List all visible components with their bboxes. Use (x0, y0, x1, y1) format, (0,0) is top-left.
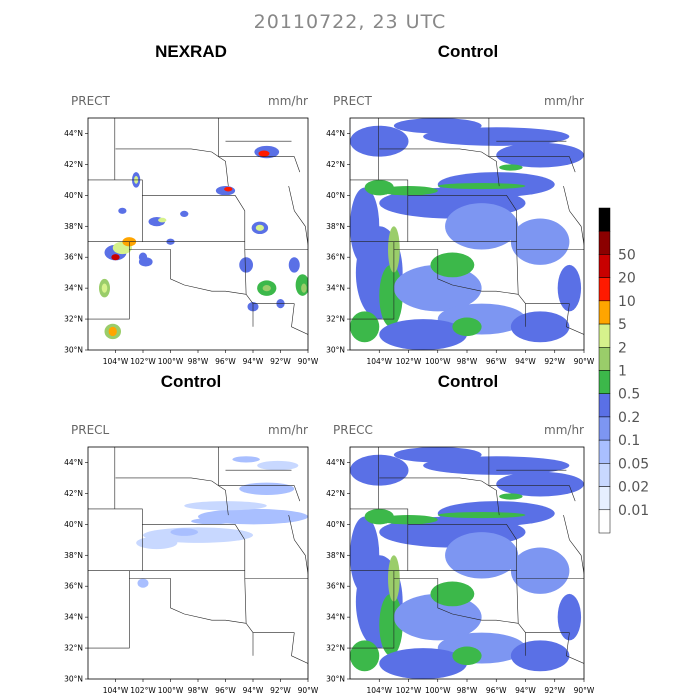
lon-tick-label: 94°W (515, 357, 536, 366)
lon-tick-label: 104°W (102, 357, 129, 366)
lat-tick-label: 38°N (326, 221, 345, 231)
precip-cell (350, 455, 409, 486)
lon-tick-label: 94°W (515, 686, 536, 695)
precip-cell (496, 472, 584, 497)
figure-title: 20110722, 23 UTC (253, 11, 447, 33)
colorbar-swatch (599, 417, 610, 440)
colorbar-swatch (599, 301, 610, 324)
lon-tick-label: 102°W (130, 686, 156, 695)
precip-cell (445, 203, 518, 249)
lon-tick-label: 90°W (573, 686, 595, 695)
precip-cell (171, 528, 199, 536)
map-panel-2 (306, 42, 595, 366)
precip-cell (259, 150, 270, 156)
lat-tick-label: 42°N (64, 159, 83, 169)
lon-tick-label: 90°W (573, 357, 595, 366)
lon-tick-label: 100°W (157, 686, 184, 695)
precip-cell (430, 253, 474, 278)
precip-cell (257, 461, 298, 470)
precip-cell (118, 208, 126, 214)
colorbar-swatch (599, 510, 610, 533)
lat-tick-label: 34°N (326, 283, 345, 293)
lon-tick-label: 96°W (215, 686, 236, 695)
lon-tick-label: 102°W (130, 357, 156, 366)
colorbar-label: 0.2 (618, 409, 641, 426)
precip-cell (191, 518, 232, 524)
panel-title: Control (437, 42, 499, 61)
panel-title: Control (160, 372, 222, 391)
lat-tick-label: 38°N (64, 221, 83, 231)
precip-cell (511, 640, 570, 671)
precip-cell (256, 225, 264, 231)
lon-tick-label: 90°W (297, 357, 319, 366)
lon-tick-label: 98°W (456, 686, 478, 695)
panel-title: Control (437, 372, 499, 391)
colorbar-label: 50 (618, 247, 636, 264)
lat-tick-label: 42°N (326, 159, 345, 169)
precip-cell (350, 517, 379, 594)
colorbar-swatch (599, 347, 610, 370)
lat-tick-label: 40°N (64, 519, 83, 529)
lon-tick-label: 92°W (544, 357, 566, 366)
colorbar-label: 0.02 (618, 479, 650, 496)
lat-tick-label: 42°N (326, 488, 345, 498)
lon-tick-label: 92°W (544, 686, 566, 695)
precip-cell (232, 456, 260, 462)
lat-tick-label: 42°N (64, 488, 83, 498)
precip-cell (394, 118, 482, 133)
lat-tick-label: 34°N (64, 283, 83, 293)
colorbar-label: 0.01 (618, 502, 650, 519)
panel-units-label: mm/hr (268, 94, 308, 108)
lat-tick-label: 38°N (64, 550, 83, 560)
lon-tick-label: 92°W (270, 686, 291, 695)
precip-cell (184, 501, 267, 510)
precip-cell (138, 578, 149, 587)
lat-tick-label: 30°N (64, 674, 83, 684)
precip-cell (365, 509, 394, 524)
lon-tick-label: 92°W (270, 357, 291, 366)
lat-tick-label: 36°N (64, 581, 83, 591)
precip-cell (499, 164, 522, 170)
lat-tick-label: 32°N (326, 643, 345, 653)
lat-tick-label: 34°N (64, 612, 83, 622)
colorbar (599, 208, 649, 533)
lon-tick-label: 102°W (395, 686, 422, 695)
panel-variable-label: PRECC (333, 423, 373, 437)
precip-cell (511, 219, 570, 265)
precip-cell (158, 218, 166, 223)
lon-tick-label: 96°W (215, 357, 236, 366)
colorbar-swatch (599, 278, 610, 301)
lat-tick-label: 36°N (326, 252, 345, 262)
lat-tick-label: 40°N (326, 519, 345, 529)
panel-units-label: mm/hr (544, 94, 584, 108)
map-panel-1 (47, 42, 319, 366)
lat-tick-label: 30°N (326, 674, 345, 684)
lon-tick-label: 98°W (187, 686, 209, 695)
colorbar-swatch (599, 487, 610, 510)
lon-tick-label: 98°W (456, 357, 478, 366)
precip-cell (239, 257, 253, 272)
lat-tick-label: 40°N (64, 190, 83, 200)
panel-variable-label: PRECT (333, 94, 372, 108)
precip-cell (180, 211, 188, 217)
lon-tick-label: 90°W (297, 686, 319, 695)
colorbar-swatch (599, 208, 610, 231)
lat-tick-label: 44°N (326, 128, 345, 138)
precip-cell (139, 253, 147, 262)
colorbar-swatch (599, 371, 610, 394)
lat-tick-label: 44°N (64, 128, 83, 138)
colorbar-swatch (599, 463, 610, 486)
precip-cell (350, 188, 379, 265)
precip-cell (224, 187, 232, 192)
precip-cell (263, 285, 271, 291)
colorbar-label: 5 (618, 317, 627, 334)
lat-tick-label: 38°N (326, 550, 345, 560)
precip-cell (239, 483, 294, 495)
precip-cell (496, 143, 584, 168)
lat-tick-label: 32°N (326, 314, 345, 324)
lat-tick-label: 44°N (64, 457, 83, 467)
precip-cell (365, 180, 394, 195)
lon-tick-label: 94°W (242, 686, 264, 695)
panel-units-label: mm/hr (268, 423, 308, 437)
colorbar-label: 10 (618, 293, 636, 310)
colorbar-label: 20 (618, 270, 636, 287)
colorbar-swatch (599, 231, 610, 254)
precip-cell (445, 532, 518, 578)
panel-title: NEXRAD (155, 42, 227, 61)
colorbar-label: 0.5 (618, 386, 641, 403)
lon-tick-label: 104°W (366, 357, 392, 366)
precip-cell (438, 512, 526, 518)
colorbar-label: 0.1 (618, 433, 641, 450)
precip-cell (350, 126, 409, 157)
lon-tick-label: 100°W (425, 686, 451, 695)
precip-cell (350, 311, 379, 342)
lat-tick-label: 30°N (326, 345, 345, 355)
precip-cell (102, 283, 108, 292)
colorbar-label: 2 (618, 340, 627, 357)
precip-cell (438, 183, 526, 189)
lat-tick-label: 32°N (64, 643, 83, 653)
lat-tick-label: 36°N (64, 252, 83, 262)
lon-tick-label: 96°W (485, 686, 507, 695)
precip-cell (511, 311, 570, 342)
panel-units-label: mm/hr (544, 423, 584, 437)
colorbar-swatch (599, 394, 610, 417)
lat-tick-label: 44°N (326, 457, 345, 467)
lat-tick-label: 34°N (326, 612, 345, 622)
lon-tick-label: 98°W (187, 357, 209, 366)
lon-tick-label: 104°W (102, 686, 129, 695)
precip-cell (511, 548, 570, 594)
lon-tick-label: 104°W (366, 686, 392, 695)
map-panel-3 (47, 372, 319, 695)
lon-tick-label: 94°W (242, 357, 264, 366)
lon-tick-label: 100°W (157, 357, 184, 366)
colorbar-swatch (599, 254, 610, 277)
colorbar-label: 0.05 (618, 456, 650, 473)
map-panel-4 (306, 372, 595, 695)
precip-cell (109, 327, 117, 336)
precip-cell (452, 318, 481, 337)
panel-variable-label: PRECT (71, 94, 110, 108)
precip-cell (452, 647, 481, 666)
colorbar-swatch (599, 440, 610, 463)
lat-tick-label: 30°N (64, 345, 83, 355)
lon-tick-label: 100°W (425, 357, 451, 366)
lon-tick-label: 96°W (485, 357, 507, 366)
lat-tick-label: 40°N (326, 190, 345, 200)
colorbar-swatch (599, 324, 610, 347)
lon-tick-label: 102°W (395, 357, 422, 366)
panel-variable-label: PRECL (71, 423, 110, 437)
precip-cell (430, 582, 474, 607)
colorbar-label: 1 (618, 363, 627, 380)
precip-cell (301, 283, 307, 292)
lat-tick-label: 32°N (64, 314, 83, 324)
precip-cell (499, 493, 522, 499)
precip-cell (394, 447, 482, 462)
precip-cell (289, 257, 300, 272)
precip-cell (350, 640, 379, 671)
lat-tick-label: 36°N (326, 581, 345, 591)
precip-cell (111, 254, 119, 260)
